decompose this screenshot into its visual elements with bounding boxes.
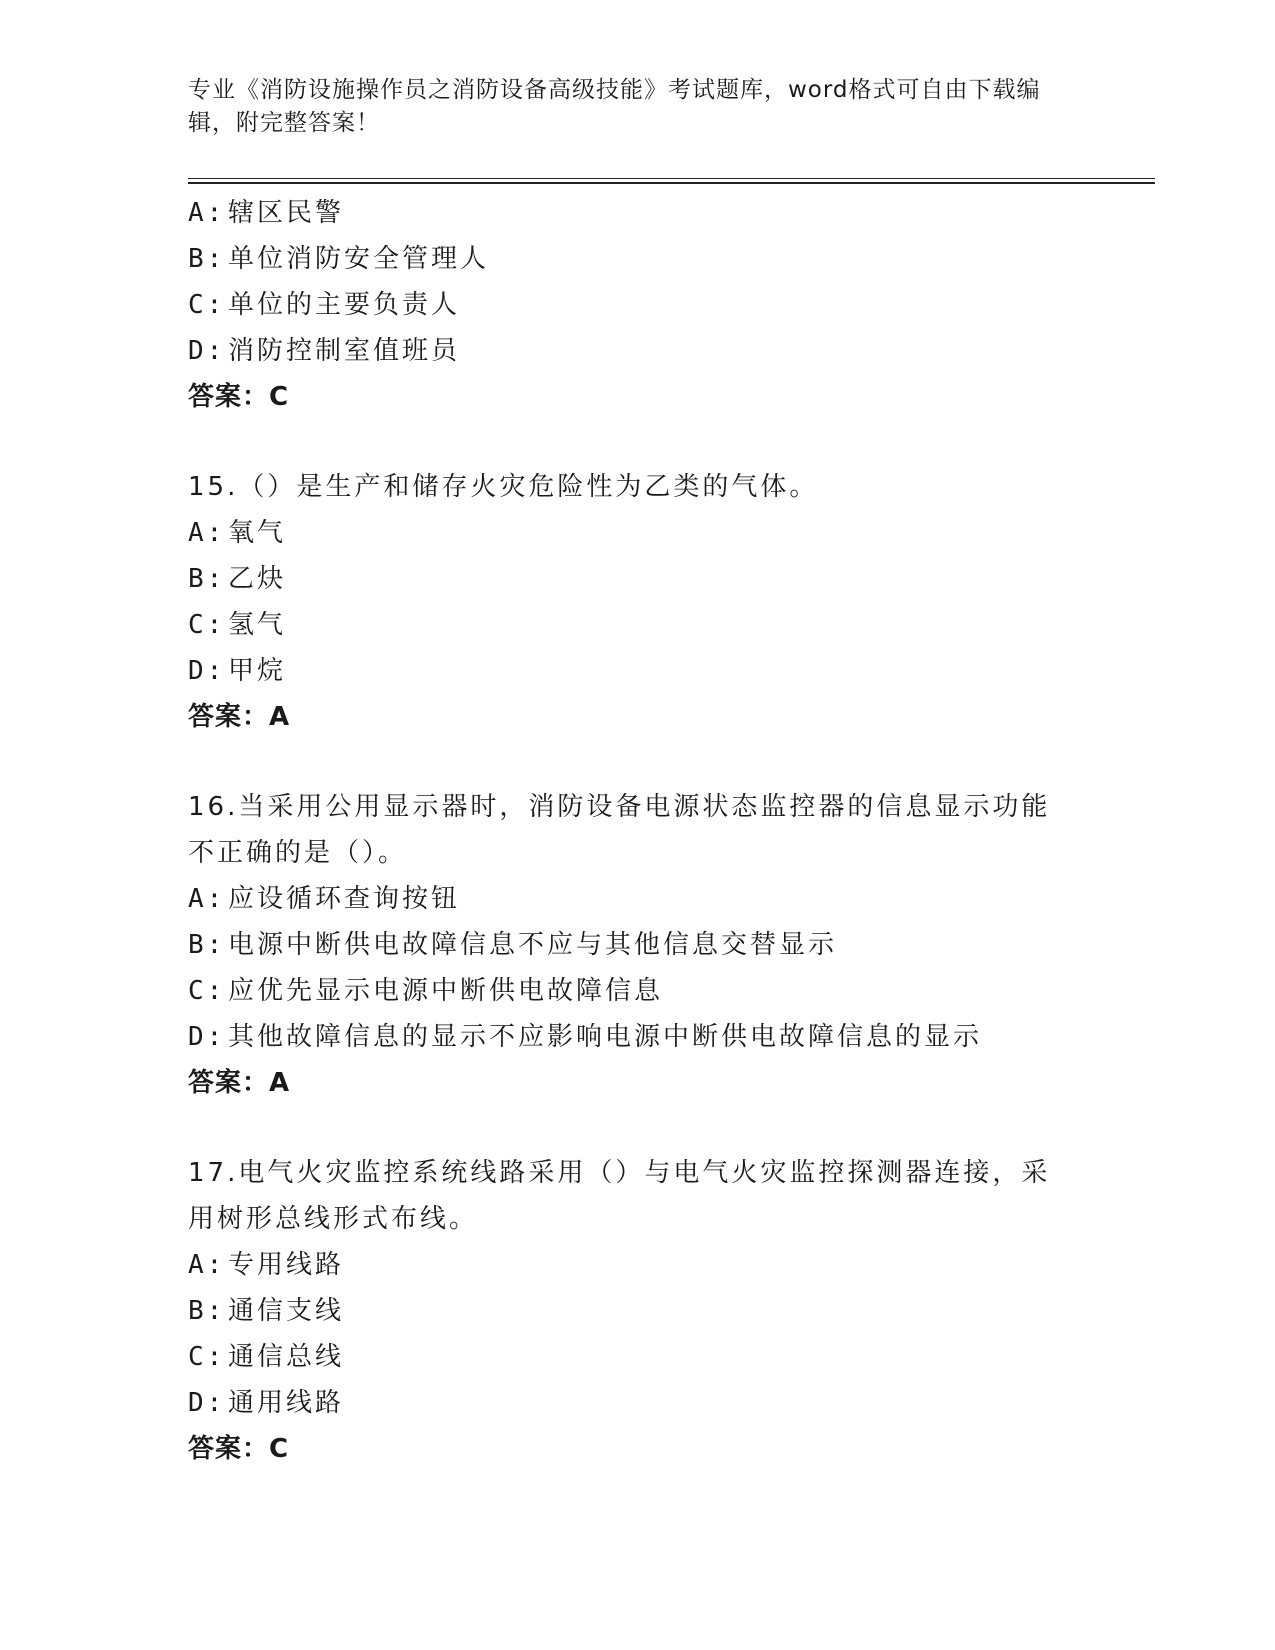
option-text: 单位消防安全管理人 <box>228 244 490 274</box>
option-letter: B: <box>188 564 226 594</box>
question-text <box>188 784 1068 876</box>
option-text: 专用线路 <box>228 1250 345 1280</box>
answer-line: 答案：A <box>188 1068 291 1098</box>
question-fragment <box>188 190 1088 420</box>
option-b <box>188 922 1088 968</box>
option-d <box>188 328 1088 374</box>
answer-line: 答案：A <box>188 702 291 732</box>
option-d <box>188 1014 1088 1060</box>
answer-line: 答案：C <box>188 1434 290 1464</box>
option-text: 氧气 <box>228 518 287 548</box>
option-text: 其他故障信息的显示不应影响电源中断供电故障信息的显示 <box>228 1022 983 1052</box>
option-b <box>188 556 1088 602</box>
option-c <box>188 602 1088 648</box>
option-letter: D: <box>188 656 226 686</box>
option-letter: C: <box>188 1342 226 1372</box>
option-letter: A: <box>188 198 226 228</box>
question-15 <box>188 464 1088 740</box>
header-rule-thick <box>188 182 1155 184</box>
option-letter: B: <box>188 244 226 274</box>
question-stem: 当采用公用显示器时，消防设备电源状态监控器的信息显示功能不正确的是（）。 <box>188 792 1051 868</box>
question-text <box>188 1150 1068 1242</box>
option-letter: A: <box>188 518 226 548</box>
option-letter: B: <box>188 930 226 960</box>
question-number: 16. <box>188 792 239 822</box>
option-c <box>188 1334 1088 1380</box>
option-text: 通信支线 <box>228 1296 345 1326</box>
question-number: 15. <box>188 472 239 502</box>
option-text: 应优先显示电源中断供电故障信息 <box>228 976 664 1006</box>
option-a <box>188 510 1088 556</box>
option-text: 辖区民警 <box>228 198 345 228</box>
question-17 <box>188 1150 1088 1472</box>
option-letter: C: <box>188 290 226 320</box>
option-letter: D: <box>188 1022 226 1052</box>
option-text: 乙炔 <box>228 564 287 594</box>
option-text: 通信总线 <box>228 1342 345 1372</box>
question-stem: 电气火灾监控系统线路采用（）与电气火灾监控探测器连接，采用树形总线形式布线。 <box>188 1158 1051 1234</box>
option-text: 应设循环查询按钮 <box>228 884 461 914</box>
option-a <box>188 876 1088 922</box>
document-header <box>188 74 1088 140</box>
option-b <box>188 236 1088 282</box>
option-text: 甲烷 <box>228 656 287 686</box>
question-text <box>188 464 1068 510</box>
option-text: 消防控制室值班员 <box>228 336 461 366</box>
header-line-2: 辑，附完整答案！ <box>188 110 380 136</box>
option-text: 电源中断供电故障信息不应与其他信息交替显示 <box>228 930 838 960</box>
option-letter: D: <box>188 1388 226 1418</box>
header-rule-thin <box>188 178 1155 179</box>
option-text: 通用线路 <box>228 1388 345 1418</box>
option-a <box>188 1242 1088 1288</box>
option-letter: C: <box>188 610 226 640</box>
option-d <box>188 648 1088 694</box>
option-c <box>188 968 1088 1014</box>
option-c <box>188 282 1088 328</box>
option-letter: A: <box>188 1250 226 1280</box>
option-b <box>188 1288 1088 1334</box>
option-d <box>188 1380 1088 1426</box>
answer-line: 答案：C <box>188 382 290 412</box>
option-letter: A: <box>188 884 226 914</box>
option-a <box>188 190 1088 236</box>
option-letter: C: <box>188 976 226 1006</box>
option-text: 单位的主要负责人 <box>228 290 461 320</box>
question-16 <box>188 784 1088 1106</box>
option-letter: B: <box>188 1296 226 1326</box>
question-number: 17. <box>188 1158 239 1188</box>
option-text: 氢气 <box>228 610 287 640</box>
question-list <box>188 190 1088 1472</box>
question-stem: （）是生产和储存火灾危险性为乙类的气体。 <box>238 472 819 502</box>
option-letter: D: <box>188 336 226 366</box>
header-line-1: 专业《消防设施操作员之消防设备高级技能》考试题库，word格式可自由下载编 <box>188 77 1041 103</box>
